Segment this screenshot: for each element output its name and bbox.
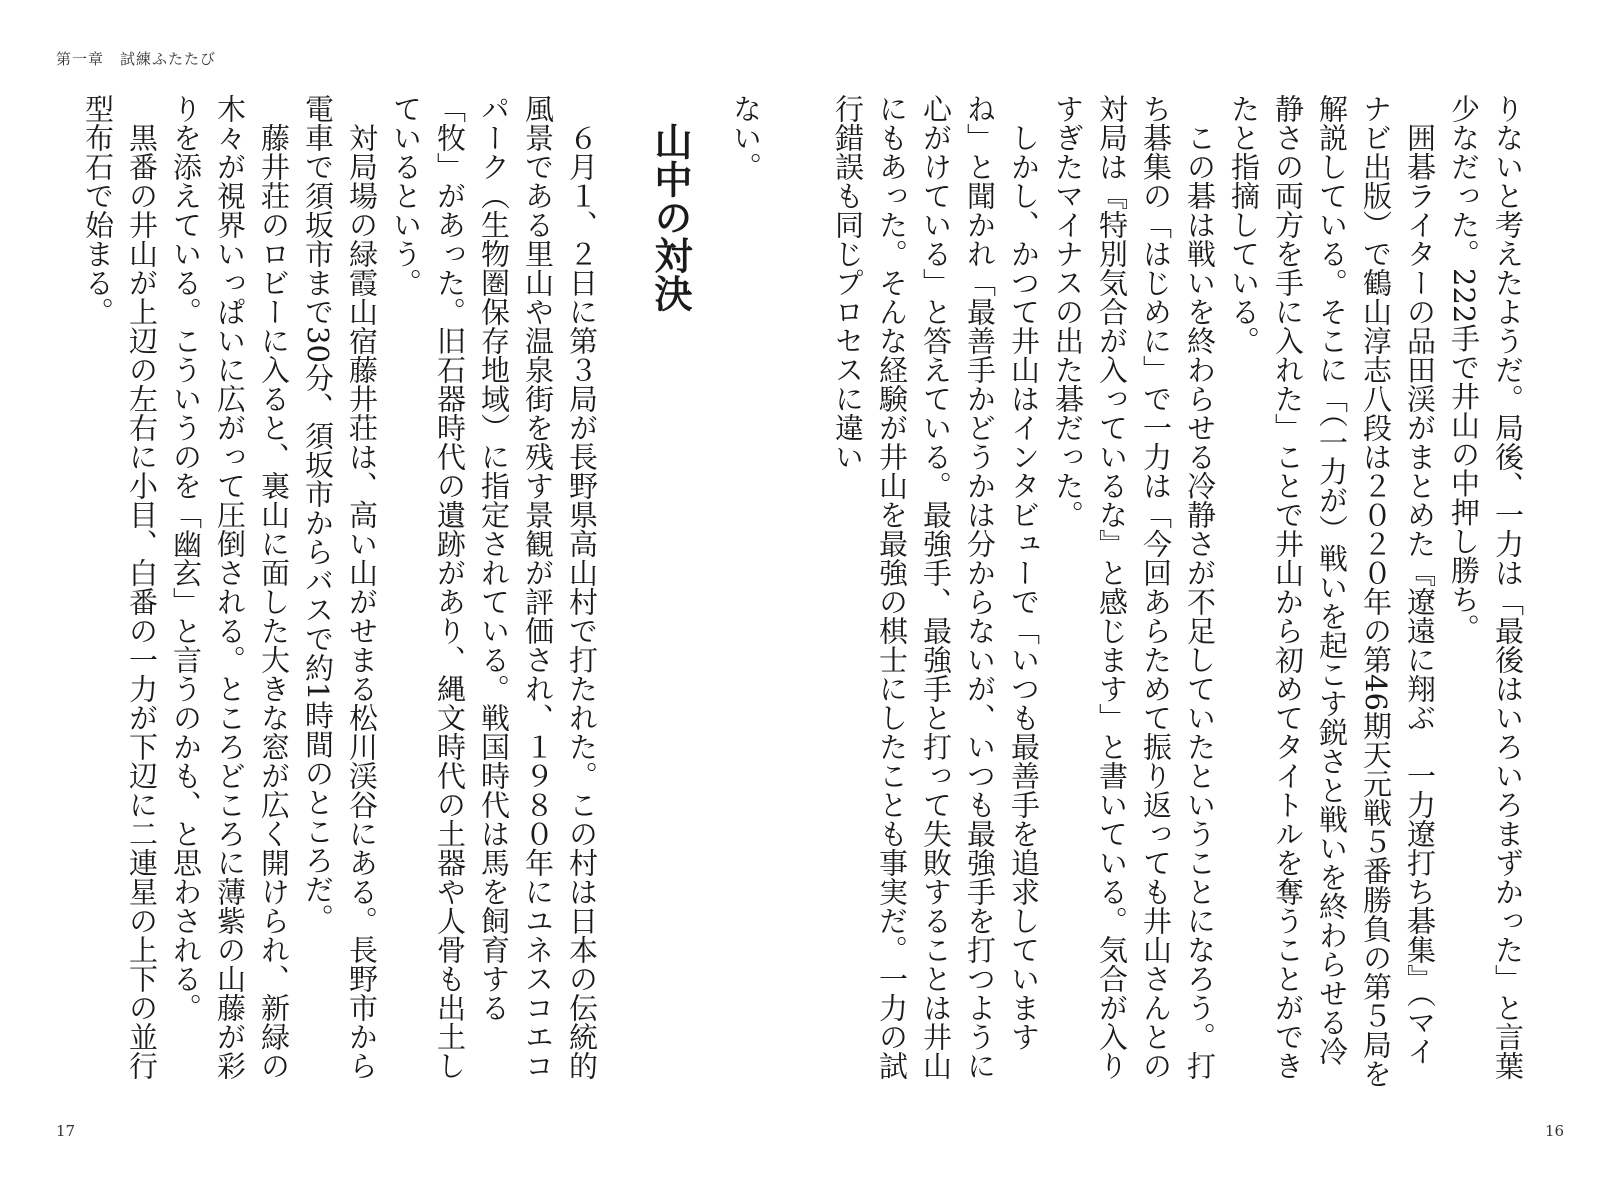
section-heading: 山中の対決 (648, 122, 692, 312)
paragraph: ６月１、２日に第３局が長野県高山村で打たれた。この村は日本の伝統的風景である里山や温泉街を残す景観が評価され、１９８０年にユネスコエコパーク（生物圏保存地域）に指定されている。戦国時代は馬を飼育する「牧」があった。旧石器時代の遺跡があり、縄文時代の土器や人骨も出土しているという。 (389, 94, 599, 1080)
page-number-right: 16 (1545, 1122, 1565, 1140)
paragraph: 黒番の井山が上辺の左右に小目、白番の一力が下辺に二連星の上下の並行型布石で始まる。 (81, 94, 159, 1080)
paragraph: 囲碁ライターの品田渓がまとめた『遼遠に翔ぶ 一力遼打ち碁集』（マイナビ出版）で鶴山淳志八段は２０２０年の第46期天元戦５番勝負の第５局を解説している。そこに「（一力が）戦いを起こす鋭さと戦いを終わらせる冷静さの両方を手に入れた」ことで井山から初めてタイトルを奪うことができたと指摘している。 (1227, 94, 1437, 1088)
paragraph-continuation: ない。 (729, 94, 763, 181)
page-16-body (831, 94, 1530, 1094)
running-head: 第一章 試練ふたたび (56, 50, 217, 68)
page-number-left: 17 (56, 1122, 76, 1140)
paragraph: しかし、かつて井山はインタビューで「いつも最善手を追求していますね」と聞かれ「最善手かどうかは分からないが、いつも最強手を打つように心がけている」と答えている。最強手、最強手と打って失敗することは井山にもあった。そんな経験が井山を最強の棋士にしたことも事実だ。一力の試行錯誤も同じプロセスに違い (831, 94, 1041, 1080)
page-17-body (81, 94, 768, 1094)
paragraph: 対局場の緑霞山宿藤井荘は、高い山がせまる松川渓谷にある。長野市から電車で須坂市まで30分、須坂市からバスで約1時間のところだ。 (301, 94, 379, 1080)
paragraph: 藤井荘のロビーに入ると、裏山に面した大きな窓が広く開けられ、新緑の木々が視界いっぱいに広がって圧倒される。ところどころに薄紫の山藤が彩りを添えている。こういうのを「幽玄」と言うのかも、と思わされる。 (169, 94, 291, 1080)
paragraph: この碁は戦いを終わらせる冷静さが不足していたということになろう。打ち碁集の「はじめに」で一力は「今回あらためて振り返っても井山さんとの対局は『特別気合が入っているな』と感じます」と書いている。気合が入りすぎたマイナスの出た碁だった。 (1051, 94, 1217, 1080)
paragraph: りないと考えたようだ。局後、一力は「最後はいろいろまずかった」と言葉少なだった。222手で井山の中押し勝ち。 (1447, 94, 1525, 1080)
